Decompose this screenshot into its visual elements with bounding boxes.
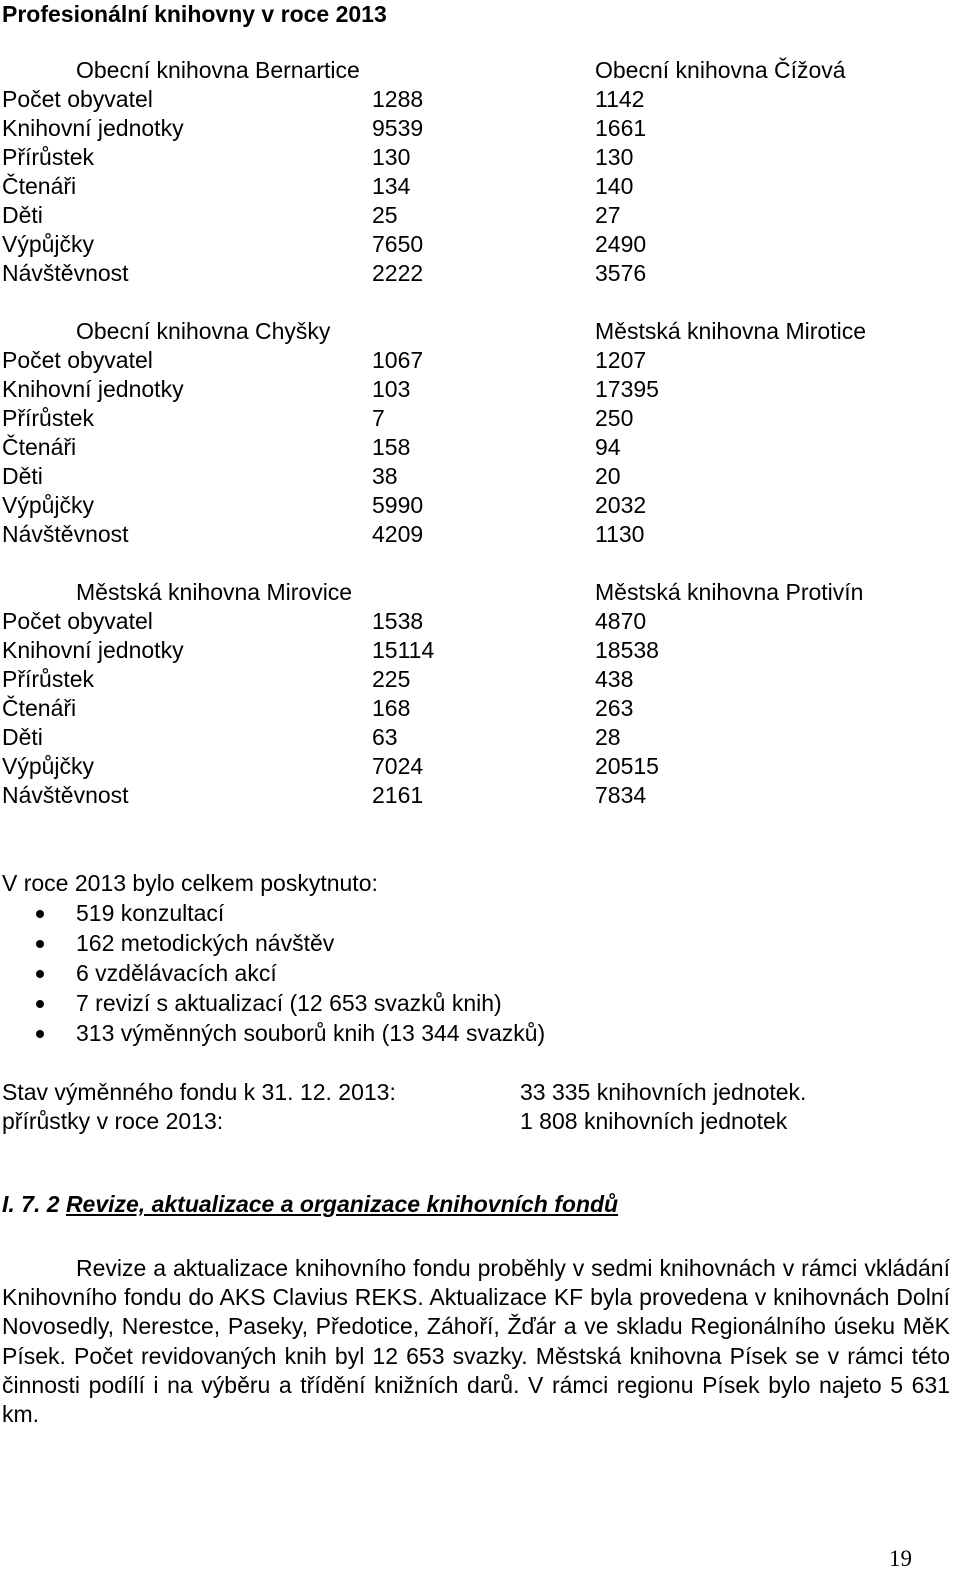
library-name-left: Městská knihovna Mirovice [76,579,353,605]
right-value: 1661 [595,115,647,141]
group-header [2,56,952,85]
table-row [2,752,952,781]
row-label: Knihovní jednotky [2,376,184,402]
left-value: 2161 [372,782,424,808]
services-summary [2,869,942,1048]
list-item [2,928,942,958]
table-row [2,636,952,665]
section-title: Revize, aktualizace a organizace knihovních fondů [65,1191,619,1217]
stock-value: 33 335 knihovních jednotek. [520,1079,807,1105]
left-value: 1538 [372,608,424,634]
list-item [2,958,942,988]
left-value: 134 [372,173,411,199]
right-value: 4870 [595,608,647,634]
right-value: 28 [595,724,621,750]
left-value: 1288 [372,86,424,112]
group-header [2,317,952,346]
row-label: Čtenáři [2,434,77,460]
stock-label: přírůstky v roce 2013: [2,1108,224,1134]
library-group-1 [2,56,952,288]
list-item-text: 6 vzdělávacích akcí [76,960,277,986]
row-label: Počet obyvatel [2,86,153,112]
left-value: 4209 [372,521,424,547]
exchange-fund-stock [2,1078,942,1136]
row-label: Děti [2,724,43,750]
summary-list [2,898,942,1048]
left-value: 130 [372,144,411,170]
list-item-text: 313 výměnných souborů knih (13 344 svazků) [76,1020,546,1046]
right-value: 3576 [595,260,647,286]
page-number: 19 [889,1546,912,1571]
right-value: 1207 [595,347,647,373]
group-header [2,578,952,607]
bullet-icon [36,910,44,918]
table-row [2,85,952,114]
left-value: 2222 [372,260,424,286]
page-title: Profesionální knihovny v roce 2013 [2,1,387,27]
row-label: Počet obyvatel [2,347,153,373]
table-row [2,404,952,433]
left-value: 9539 [372,115,424,141]
left-value: 5990 [372,492,424,518]
table-row [2,723,952,752]
row-label: Knihovní jednotky [2,637,184,663]
library-name-left: Obecní knihovna Chyšky [76,318,331,344]
row-label: Výpůjčky [2,492,95,518]
list-item-text: 7 revizí s aktualizací (12 653 svazků knih) [76,990,502,1016]
bullet-icon [36,940,44,948]
bullet-icon [36,1030,44,1038]
section-paragraph: Revize a aktualizace knihovního fondu proběhly v sedmi knihovnách v rámci vkládání Knihovního fondu do AKS Clavius REKS. Aktualizace KF byla provedena v knihovnách Dolní Novosedly, Nerestce, Paseky, Předotice, Záhoří, Žďár a ve skladu Regionálního úseku MěK Písek. Počet revidovaných knih byl 12 653 svazky. Městská knihovna Písek se v rámci této činnosti podílí i na výběru a třídění knižních darů. V rámci regionu Písek bylo najeto 5 631 km. [2,1255,950,1428]
right-value: 140 [595,173,634,199]
table-row [2,172,952,201]
row-label: Přírůstek [2,144,95,170]
stock-label: Stav výměnného fondu k 31. 12. 2013: [2,1079,396,1105]
right-value: 2490 [595,231,647,257]
table-row [2,114,952,143]
table-row [2,143,952,172]
list-item-text: 162 metodických návštěv [76,930,335,956]
table-row [2,462,952,491]
row-label: Výpůjčky [2,753,95,779]
bullet-icon [36,970,44,978]
row-label: Děti [2,202,43,228]
stock-row [2,1107,942,1136]
table-row [2,520,952,549]
left-value: 25 [372,202,398,228]
table-row [2,694,952,723]
table-row [2,607,952,636]
row-label: Čtenáři [2,695,77,721]
library-name-right: Městská knihovna Mirotice [595,318,866,344]
table-row [2,346,952,375]
right-value: 2032 [595,492,647,518]
library-group-2 [2,317,952,549]
row-label: Návštěvnost [2,782,129,808]
row-label: Děti [2,463,43,489]
table-row [2,230,952,259]
table-row [2,259,952,288]
right-value: 27 [595,202,621,228]
right-value: 130 [595,144,634,170]
list-item-text: 519 konzultací [76,900,225,926]
right-value: 250 [595,405,634,431]
list-item [2,1018,942,1048]
right-value: 263 [595,695,634,721]
left-value: 225 [372,666,411,692]
left-value: 7024 [372,753,424,779]
table-row [2,201,952,230]
stock-row [2,1078,942,1107]
row-label: Návštěvnost [2,521,129,547]
right-value: 17395 [595,376,659,402]
table-row [2,665,952,694]
row-label: Přírůstek [2,405,95,431]
library-name-right: Městská knihovna Protivín [595,579,864,605]
section-heading [2,1190,618,1219]
row-label: Knihovní jednotky [2,115,184,141]
table-row [2,781,952,810]
right-value: 438 [595,666,634,692]
left-value: 38 [372,463,398,489]
list-item [2,898,942,928]
summary-intro [2,869,942,898]
row-label: Čtenáři [2,173,77,199]
stock-value: 1 808 knihovních jednotek [520,1108,788,1134]
row-label: Výpůjčky [2,231,95,257]
right-value: 1130 [595,521,645,547]
library-group-3 [2,578,952,810]
left-value: 1067 [372,347,424,373]
left-value: 103 [372,376,411,402]
table-row [2,433,952,462]
library-name-right: Obecní knihovna Čížová [595,57,846,83]
table-row [2,491,952,520]
right-value: 20515 [595,753,659,779]
row-label: Přírůstek [2,666,95,692]
library-name-left: Obecní knihovna Bernartice [76,57,360,83]
row-label: Počet obyvatel [2,608,153,634]
left-value: 158 [372,434,411,460]
right-value: 7834 [595,782,647,808]
right-value: 20 [595,463,621,489]
left-value: 63 [372,724,398,750]
right-value: 1142 [595,86,645,112]
bullet-icon [36,1000,44,1008]
left-value: 7650 [372,231,424,257]
row-label: Návštěvnost [2,260,129,286]
table-row [2,375,952,404]
list-item [2,988,942,1018]
left-value: 168 [372,695,411,721]
summary-intro-text: V roce 2013 bylo celkem poskytnuto: [2,870,378,896]
right-value: 18538 [595,637,659,663]
left-value: 15114 [372,637,435,663]
section-number: I. 7. 2 [2,1191,60,1217]
right-value: 94 [595,434,621,460]
left-value: 7 [372,405,385,431]
